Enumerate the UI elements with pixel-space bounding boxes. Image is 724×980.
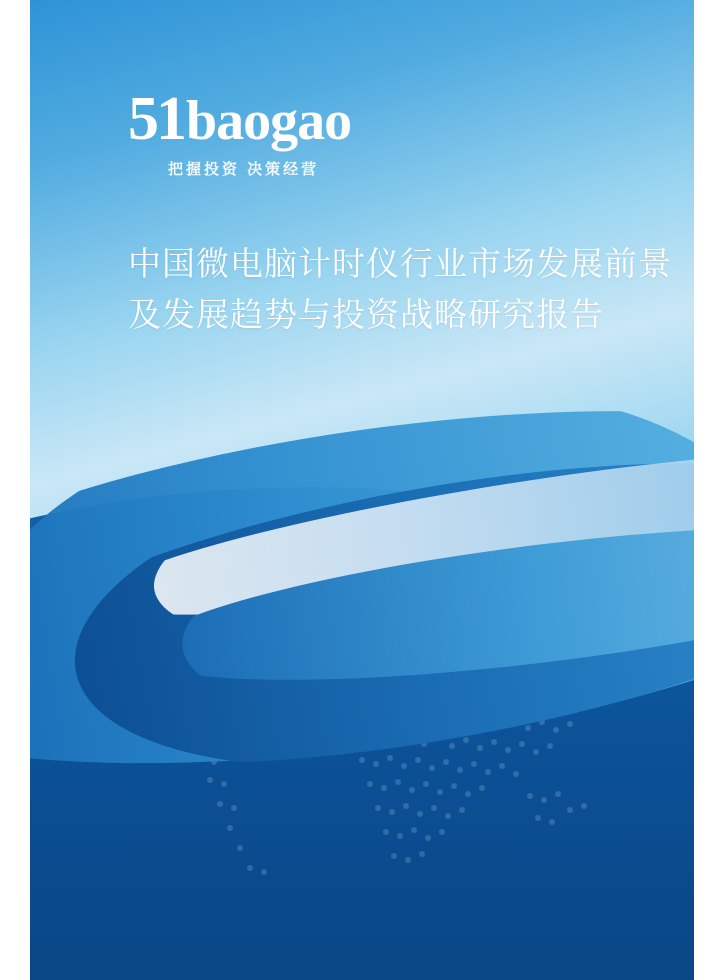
brand-logo-number: 51 [128,85,184,153]
brand-logo-row [128,85,428,153]
brand-logo [128,85,428,178]
brand-tagline: 把握投资 决策经营 [168,161,320,178]
brand-logo-word: baogao [186,90,352,152]
report-title: 中国微电脑计时仪行业市场发展前景及发展趋势与投资战略研究报告 [128,245,672,334]
cover-background [30,0,694,980]
